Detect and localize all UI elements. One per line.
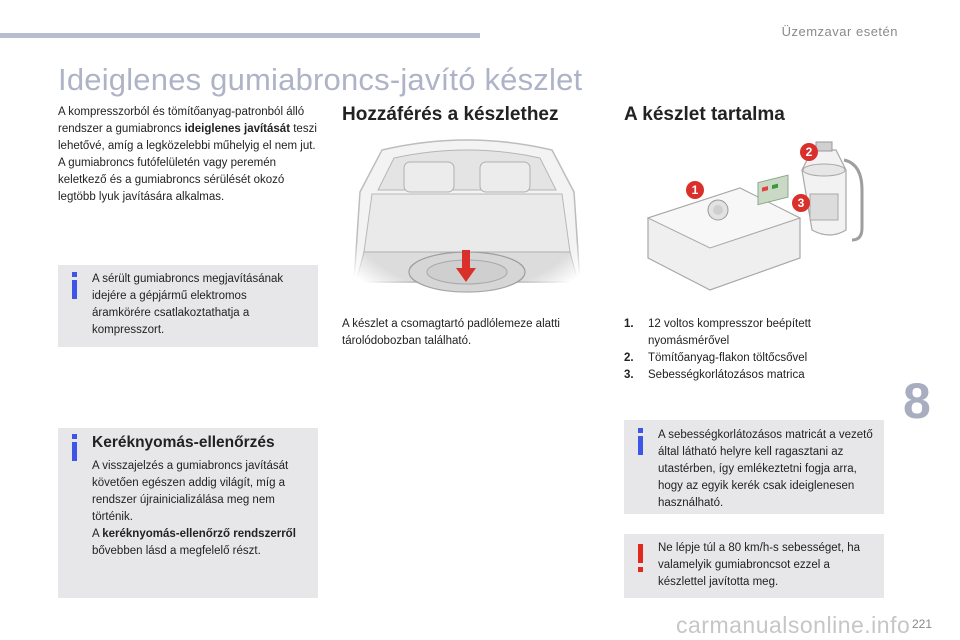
intro-p1-a: A kompresszorból és tömítőanyag-patronból álló rendszer a gumiabroncs: [58, 106, 305, 135]
info-icon: [72, 280, 77, 299]
list-item: [624, 367, 874, 384]
badge-1-label: 1: [691, 183, 699, 197]
badge-3: [792, 194, 810, 212]
info-text-electric: A sérült gumiabroncs megjavításának idejére a gépjármű elektromos áramkörére csatlakoztathatja a kompresszort.: [92, 273, 284, 336]
access-caption: A készlet a csomagtartó padlólemeze alatti tárolódobozban található.: [342, 318, 560, 347]
intro-p1-b: teszi lehetővé, amíg a legközelebbi műhelyig el nem jut.: [58, 123, 317, 152]
warning-icon: [638, 544, 643, 563]
list-item: [624, 316, 874, 350]
info-box-pressure: [58, 428, 318, 598]
info-icon: [72, 442, 77, 461]
badge-2-label: 2: [805, 145, 813, 159]
contents-title: A készlet tartalma: [624, 104, 785, 125]
item-number: 3.: [624, 369, 634, 381]
pressure-p1: A visszajelzés a gumiabroncs javítását követően egészen addig világít, míg a rendszer újrainicializálása meg nem történik.: [92, 460, 289, 523]
intro-text: [58, 104, 318, 206]
badge-1: [686, 181, 704, 199]
header-bar: [0, 33, 480, 38]
intro-p2: A gumiabroncs futófelületén vagy peremén keletkező és a gumiabroncs sérülését okozó legtöbb lyuk javítására alkalmas.: [58, 157, 285, 203]
chapter-title: Üzemzavar esetén: [781, 24, 898, 39]
badge-2: [800, 143, 818, 161]
pressure-p2-a: A: [92, 528, 103, 540]
warning-text-speed: Ne lépje túl a 80 km/h-s sebességet, ha valamelyik gumiabroncsot ezzel a készlettel javította meg.: [658, 542, 861, 588]
pressure-p2-b: bővebben lásd a megfelelő részt.: [92, 545, 261, 557]
pressure-box-text: [92, 458, 314, 560]
info-icon: [638, 436, 643, 455]
warning-box-speed: [624, 534, 884, 598]
item-text: 12 voltos kompresszor beépített nyomásmérővel: [648, 318, 811, 347]
page-number: 221: [912, 617, 933, 631]
access-title: Hozzáférés a készlethez: [342, 104, 559, 125]
info-text-sticker: A sebességkorlátozásos matricát a vezető által látható helyre kell ragasztani az utastérben, így emlékeztetni fogja arra, hogy az egyik kerék csak ideiglenesen használható.: [658, 429, 873, 509]
item-number: 1.: [624, 318, 634, 330]
page-title: Ideiglenes gumiabroncs-javító készlet: [58, 62, 583, 97]
info-box-sticker: [624, 420, 884, 514]
watermark: carmanualsonline.info: [676, 612, 911, 638]
item-number: 2.: [624, 352, 634, 364]
item-text: Tömítőanyag-flakon töltőcsővel: [648, 352, 808, 364]
info-box-electric: [58, 265, 318, 347]
list-item: [624, 350, 874, 367]
pressure-p2-bold: keréknyomás-ellenőrző rendszerről: [102, 528, 296, 540]
intro-p1-bold: ideiglenes javítását: [184, 123, 291, 135]
trunk-illustration: [342, 132, 592, 302]
item-text: Sebességkorlátozásos matrica: [648, 369, 805, 381]
contents-list: [624, 316, 874, 384]
kit-illustration: [640, 140, 870, 295]
badge-3-label: 3: [797, 196, 805, 210]
chapter-number: 8: [903, 373, 931, 429]
pressure-box-title: Keréknyomás-ellenőrzés: [92, 434, 275, 451]
